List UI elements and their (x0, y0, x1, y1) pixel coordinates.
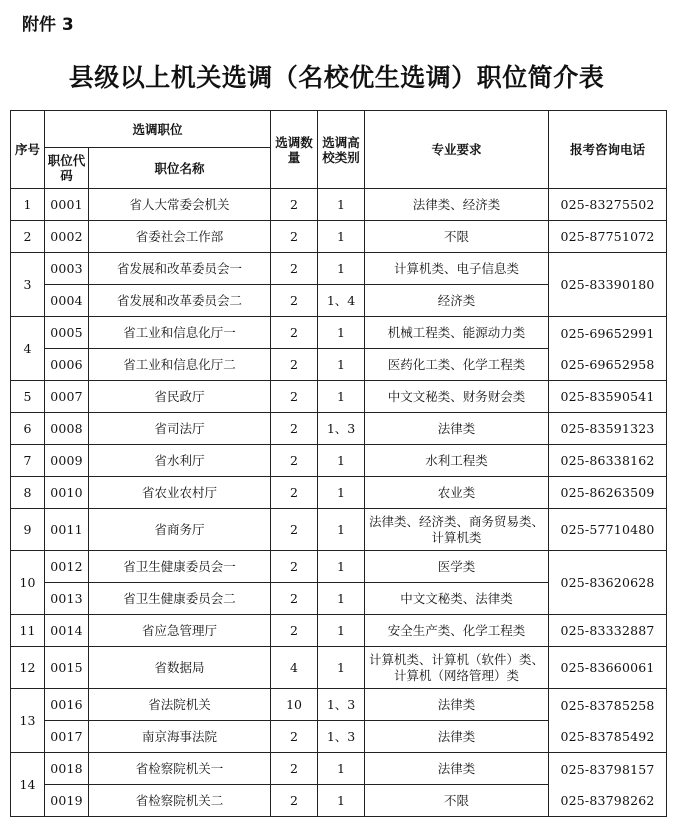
category-cell: 1、3 (318, 689, 365, 721)
quantity-cell: 2 (271, 189, 318, 221)
quantity-cell: 2 (271, 753, 318, 785)
quantity-cell: 2 (271, 349, 318, 381)
code-cell: 0005 (45, 317, 89, 349)
code-cell: 0004 (45, 285, 89, 317)
quantity-cell: 2 (271, 615, 318, 647)
seq-cell: 2 (11, 221, 45, 253)
phone-cell: 025-83591323 (549, 413, 667, 445)
name-cell: 省发展和改革委员会一 (89, 253, 271, 285)
phone-line: 025-83785492 (560, 728, 655, 744)
major-cell: 法律类 (365, 689, 549, 721)
code-cell: 0016 (45, 689, 89, 721)
code-cell: 0003 (45, 253, 89, 285)
category-cell: 1 (318, 253, 365, 285)
category-cell: 1 (318, 753, 365, 785)
quantity-cell: 2 (271, 413, 318, 445)
code-cell: 0011 (45, 509, 89, 551)
name-cell: 省检察院机关一 (89, 753, 271, 785)
code-cell: 0012 (45, 551, 89, 583)
name-cell: 省人大常委会机关 (89, 189, 271, 221)
major-cell: 计算机类、计算机（软件）类、计算机（网络管理）类 (365, 647, 549, 689)
major-cell: 不限 (365, 785, 549, 817)
header-school-category: 选调高校类别 (318, 111, 365, 189)
table-row (11, 689, 667, 721)
table-row (11, 551, 667, 583)
category-cell: 1 (318, 317, 365, 349)
major-cell: 法律类 (365, 753, 549, 785)
name-cell: 省发展和改革委员会二 (89, 285, 271, 317)
name-cell: 省委社会工作部 (89, 221, 271, 253)
code-cell: 0017 (45, 721, 89, 753)
seq-cell: 12 (11, 647, 45, 689)
code-cell: 0007 (45, 381, 89, 413)
header-position-group: 选调职位 (45, 111, 271, 148)
code-cell: 0008 (45, 413, 89, 445)
seq-cell: 7 (11, 445, 45, 477)
phone-cell (549, 689, 667, 753)
category-cell: 1、4 (318, 285, 365, 317)
quantity-cell: 2 (271, 785, 318, 817)
name-cell: 省数据局 (89, 647, 271, 689)
header-quantity: 选调数量 (271, 111, 318, 189)
seq-cell: 8 (11, 477, 45, 509)
major-cell: 安全生产类、化学工程类 (365, 615, 549, 647)
name-cell: 省法院机关 (89, 689, 271, 721)
phone-cell: 025-83332887 (549, 615, 667, 647)
table-row (11, 381, 667, 413)
seq-cell: 1 (11, 189, 45, 221)
category-cell: 1 (318, 189, 365, 221)
code-cell: 0001 (45, 189, 89, 221)
seq-cell: 9 (11, 509, 45, 551)
phone-cell: 025-57710480 (549, 509, 667, 551)
major-cell: 计算机类、电子信息类 (365, 253, 549, 285)
table-row (11, 253, 667, 285)
quantity-cell: 2 (271, 381, 318, 413)
category-cell: 1 (318, 615, 365, 647)
header-phone: 报考咨询电话 (549, 111, 667, 189)
code-cell: 0009 (45, 445, 89, 477)
quantity-cell: 4 (271, 647, 318, 689)
category-cell: 1 (318, 583, 365, 615)
name-cell: 省农业农村厅 (89, 477, 271, 509)
header-code: 职位代码 (45, 148, 89, 189)
category-cell: 1 (318, 477, 365, 509)
category-cell: 1 (318, 785, 365, 817)
seq-cell: 13 (11, 689, 45, 753)
code-cell: 0013 (45, 583, 89, 615)
code-cell: 0015 (45, 647, 89, 689)
code-cell: 0019 (45, 785, 89, 817)
phone-line: 025-69652958 (560, 356, 655, 372)
name-cell: 省应急管理厅 (89, 615, 271, 647)
category-cell: 1 (318, 647, 365, 689)
seq-cell: 3 (11, 253, 45, 317)
phone-line: 025-83785258 (560, 697, 655, 713)
name-cell: 省工业和信息化厅一 (89, 317, 271, 349)
name-cell: 省工业和信息化厅二 (89, 349, 271, 381)
phone-line: 025-83798157 (560, 761, 655, 777)
seq-cell: 5 (11, 381, 45, 413)
phone-line: 025-83798262 (560, 792, 655, 808)
phone-cell: 025-83275502 (549, 189, 667, 221)
category-cell: 1、3 (318, 721, 365, 753)
major-cell: 医学类 (365, 551, 549, 583)
category-cell: 1 (318, 509, 365, 551)
table-row (11, 445, 667, 477)
table-row (11, 189, 667, 221)
table-row (11, 509, 667, 551)
quantity-cell: 2 (271, 221, 318, 253)
name-cell: 南京海事法院 (89, 721, 271, 753)
quantity-cell: 2 (271, 317, 318, 349)
quantity-cell: 2 (271, 583, 318, 615)
major-cell: 法律类 (365, 721, 549, 753)
quantity-cell: 2 (271, 285, 318, 317)
name-cell: 省民政厅 (89, 381, 271, 413)
table-row (11, 477, 667, 509)
category-cell: 1 (318, 445, 365, 477)
table-row (11, 753, 667, 785)
header-major: 专业要求 (365, 111, 549, 189)
major-cell: 水利工程类 (365, 445, 549, 477)
phone-cell (549, 317, 667, 381)
quantity-cell: 2 (271, 551, 318, 583)
phone-cell: 025-83620628 (549, 551, 667, 615)
phone-cell: 025-87751072 (549, 221, 667, 253)
seq-cell: 14 (11, 753, 45, 817)
name-cell: 省司法厅 (89, 413, 271, 445)
name-cell: 省检察院机关二 (89, 785, 271, 817)
major-cell: 中文文秘类、法律类 (365, 583, 549, 615)
name-cell: 省商务厅 (89, 509, 271, 551)
phone-cell: 025-83660061 (549, 647, 667, 689)
category-cell: 1 (318, 381, 365, 413)
quantity-cell: 2 (271, 509, 318, 551)
seq-cell: 10 (11, 551, 45, 615)
major-cell: 不限 (365, 221, 549, 253)
major-cell: 医药化工类、化学工程类 (365, 349, 549, 381)
table-row (11, 221, 667, 253)
code-cell: 0006 (45, 349, 89, 381)
major-cell: 法律类、经济类 (365, 189, 549, 221)
quantity-cell: 2 (271, 253, 318, 285)
name-cell: 省水利厅 (89, 445, 271, 477)
quantity-cell: 2 (271, 477, 318, 509)
table-row (11, 615, 667, 647)
quantity-cell: 2 (271, 445, 318, 477)
page-title: 县级以上机关选调（名校优生选调）职位简介表 (68, 63, 605, 92)
category-cell: 1 (318, 349, 365, 381)
category-cell: 1、3 (318, 413, 365, 445)
attachment-label: 附件 3 (22, 15, 74, 35)
table-row (11, 647, 667, 689)
major-cell: 农业类 (365, 477, 549, 509)
seq-cell: 11 (11, 615, 45, 647)
phone-cell: 025-83590541 (549, 381, 667, 413)
code-cell: 0014 (45, 615, 89, 647)
table-row (11, 413, 667, 445)
table-row (11, 317, 667, 349)
major-cell: 法律类、经济类、商务贸易类、计算机类 (365, 509, 549, 551)
category-cell: 1 (318, 221, 365, 253)
code-cell: 0018 (45, 753, 89, 785)
code-cell: 0010 (45, 477, 89, 509)
header-name: 职位名称 (89, 148, 271, 189)
name-cell: 省卫生健康委员会一 (89, 551, 271, 583)
phone-cell: 025-86263509 (549, 477, 667, 509)
major-cell: 法律类 (365, 413, 549, 445)
phone-cell: 025-83390180 (549, 253, 667, 317)
major-cell: 中文文秘类、财务财会类 (365, 381, 549, 413)
name-cell: 省卫生健康委员会二 (89, 583, 271, 615)
major-cell: 机械工程类、能源动力类 (365, 317, 549, 349)
quantity-cell: 10 (271, 689, 318, 721)
seq-cell: 6 (11, 413, 45, 445)
phone-cell (549, 753, 667, 817)
code-cell: 0002 (45, 221, 89, 253)
phone-line: 025-69652991 (560, 325, 655, 341)
positions-table (10, 110, 667, 817)
seq-cell: 4 (11, 317, 45, 381)
header-seq: 序号 (11, 111, 45, 189)
category-cell: 1 (318, 551, 365, 583)
major-cell: 经济类 (365, 285, 549, 317)
phone-cell: 025-86338162 (549, 445, 667, 477)
quantity-cell: 2 (271, 721, 318, 753)
